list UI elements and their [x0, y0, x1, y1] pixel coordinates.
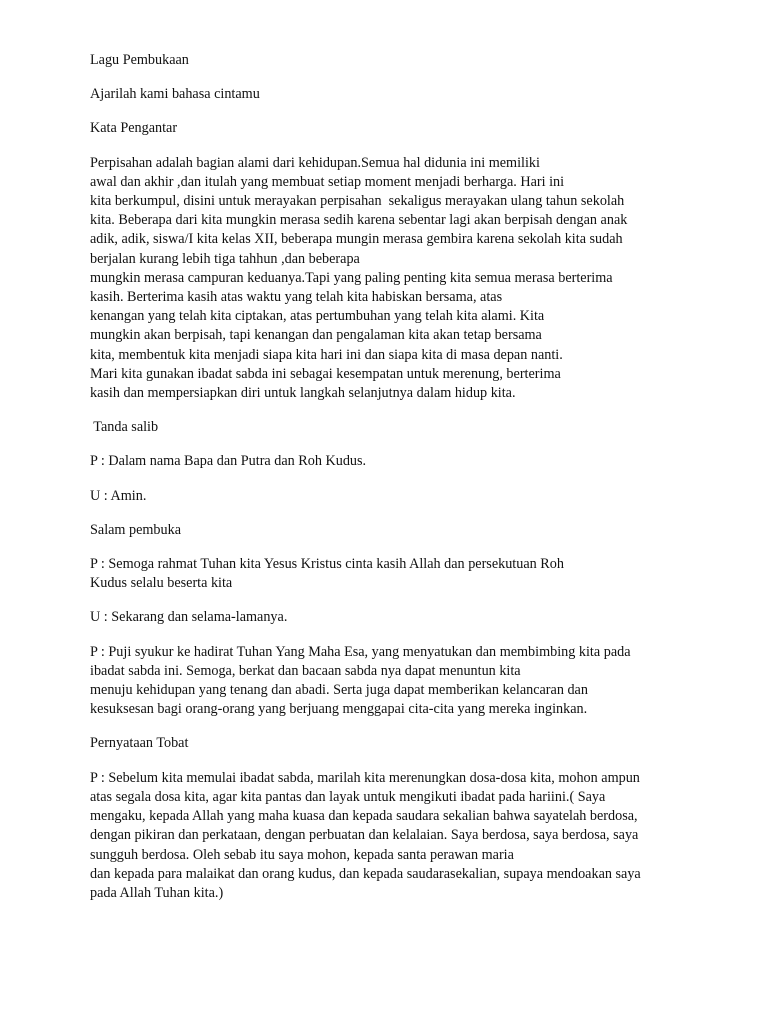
salam-pembuka-u: [90, 608, 690, 627]
ajarilah-line: [90, 85, 690, 104]
text-line: kasih dan mempersiapkan diri untuk langkah selanjutnya dalam hidup kita.: [90, 385, 516, 402]
text-line: pada Allah Tuhan kita.): [90, 884, 224, 901]
pernyataan-tobat-p: [90, 769, 690, 903]
text-line: mengaku, kepada Allah yang maha kuasa dan kepada saudara sekalian bahwa sayatelah berdosa,: [90, 808, 638, 825]
text-line: Kata Pengantar: [90, 120, 178, 137]
text-line: awal dan akhir ,dan itulah yang membuat setiap moment menjadi berharga. Hari ini: [90, 173, 565, 190]
tanda-salib-p: [90, 452, 690, 471]
text-line: P : Sebelum kita memulai ibadat sabda, marilah kita merenungkan dosa-dosa kita, mohon ampun: [90, 769, 640, 786]
text-line: Lagu Pembukaan: [90, 52, 189, 68]
document-body: [90, 51, 690, 918]
text-line: adik, adik, siswa/I kita kelas XII, beberapa mungin merasa gembira karena sekolah kita sudah: [90, 231, 623, 248]
text-line: berjalan kurang lebih tiga tahhun ,dan beberapa: [90, 250, 360, 267]
text-line: Salam pembuka: [90, 521, 182, 538]
text-line: sungguh berdosa. Oleh sebab itu saya mohon, kepada santa perawan maria: [90, 846, 514, 863]
text-line: Ajarilah kami bahasa cintamu: [90, 86, 260, 103]
text-line: kasih. Berterima kasih atas waktu yang telah kita habiskan bersama, atas: [90, 289, 503, 306]
text-line: U : Amin.: [90, 487, 147, 504]
text-line: Mari kita gunakan ibadat sabda ini sebagai kesempatan untuk merenung, berterima: [90, 365, 561, 382]
text-line: U : Sekarang dan selama-lamanya.: [90, 609, 288, 626]
text-line: kita, membentuk kita menjadi siapa kita hari ini dan siapa kita di masa depan nanti.: [90, 346, 563, 363]
text-line: Perpisahan adalah bagian alami dari kehidupan.Semua hal didunia ini memiliki: [90, 154, 540, 171]
text-line: P : Dalam nama Bapa dan Putra dan Roh Kudus.: [90, 453, 367, 470]
text-line: Tanda salib: [90, 419, 159, 436]
tanda-salib-heading: [90, 418, 690, 437]
text-line: ibadat sabda ini. Semoga, berkat dan bacaan sabda nya dapat menuntun kita: [90, 662, 521, 679]
text-line: P : Puji syukur ke hadirat Tuhan Yang Maha Esa, yang menyatukan dan membimbing kita pada: [90, 643, 631, 660]
text-line: kita berkumpul, disini untuk merayakan perpisahan sekaligus merayakan ulang tahun sekolah: [90, 193, 625, 210]
pernyataan-tobat-heading: [90, 734, 690, 753]
text-line: Pernyataan Tobat: [90, 735, 189, 752]
text-line: kenangan yang telah kita ciptakan, atas pertumbuhan yang telah kita alami. Kita: [90, 308, 545, 325]
text-line: dan kepada para malaikat dan orang kudus, dan kepada saudarasekalian, supaya mendoakan saya: [90, 865, 641, 882]
salam-pembuka-heading: [90, 521, 690, 540]
text-line: menuju kehidupan yang tenang dan abadi. Serta juga dapat memberikan kelancaran dan: [90, 682, 588, 699]
lagu-pembukaan-heading: [90, 51, 690, 70]
kata-pengantar-body: [90, 154, 690, 404]
text-line: atas segala dosa kita, agar kita pantas dan layak untuk mengikuti ibadat pada hariini.( Saya: [90, 788, 606, 805]
puji-syukur-p: [90, 643, 690, 720]
text-line: Kudus selalu beserta kita: [90, 575, 233, 592]
text-line: kita. Beberapa dari kita mungkin merasa sedih karena sebentar lagi akan berpisah dengan anak: [90, 212, 628, 229]
salam-pembuka-p: [90, 555, 690, 593]
text-line: P : Semoga rahmat Tuhan kita Yesus Kristus cinta kasih Allah dan persekutuan Roh: [90, 556, 564, 573]
kata-pengantar-heading: [90, 119, 690, 138]
tanda-salib-u: [90, 487, 690, 506]
text-line: dengan pikiran dan perkataan, dengan perbuatan dan kelalaian. Saya berdosa, saya berdosa, saya: [90, 827, 639, 844]
text-line: mungkin akan berpisah, tapi kenangan dan pengalaman kita akan tetap bersama: [90, 327, 542, 344]
text-line: kesuksesan bagi orang-orang yang berjuang menggapai cita-cita yang mereka inginkan.: [90, 701, 588, 718]
text-line: mungkin merasa campuran keduanya.Tapi yang paling penting kita semua merasa berterima: [90, 269, 613, 286]
